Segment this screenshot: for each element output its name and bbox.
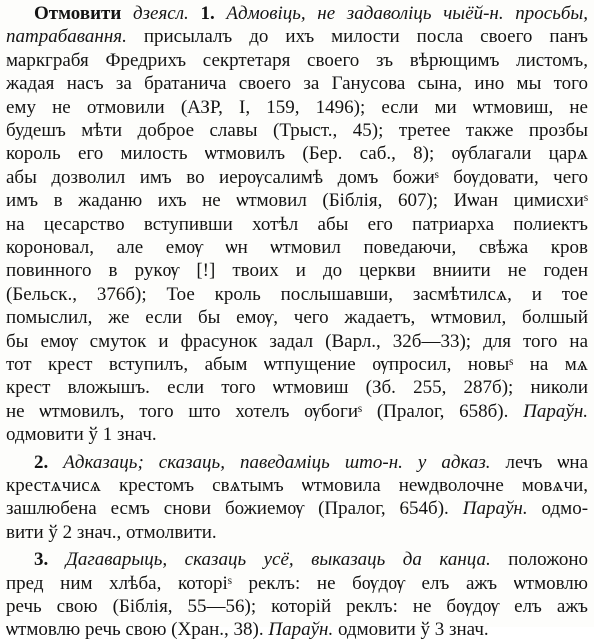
entry-line-9: имъ в жаданю ихъ не ѡтмовил (Біблія, 607); Иѡан цимисхиˢ [6, 190, 588, 212]
sense-2-quote: зашлюбена есмъ снови божиемѹ (Пралог, 654б). [6, 498, 449, 520]
sense-2-text: лечъ ѡна [505, 451, 588, 473]
entry-line-7: король его милость ѡтмовилъ (Бер. саб., 8); ѹблагали царѧ [6, 143, 588, 165]
entry-line-10: на цесарство вступивши хотѣл абы его патриарха полиектъ [6, 213, 588, 235]
sense-2-number: 2. [34, 451, 49, 473]
entry-line-15: бы емѹ смуток и фрасунок задал (Варл., 32б—33); для того на [6, 330, 588, 352]
sense-3-line-4 [6, 618, 588, 641]
entry-line-18 [6, 400, 588, 423]
sense-1-text: присылалъ до ихъ милости посла своего панъ [143, 26, 588, 48]
entry-line-5: ему не отмовили (АЗР, I, 159, 1496); если ми ѡтмовиш, не [6, 96, 588, 118]
sense-3-definition: Дагаварыць, сказаць усё, выказаць да канца. [65, 549, 491, 571]
sense-3-line-3: речь свою (Біблія, 55—56); которій реклъ: не бѹдѹ елъ ажъ [6, 596, 588, 617]
sense-3-line-2: пред ним хлѣба, которіˢ реклъ: не бѹдѹ елъ ажъ ѡтмовлю [6, 572, 588, 594]
sense-3-text: положоно [508, 549, 588, 571]
sense-2-line-3 [6, 497, 588, 520]
sense-2-definition: Адказаць; сказаць, паведаміць што-н. у адказ. [63, 451, 491, 473]
entry-line-14: помыслил, же если бы емѹ, чего жадаетъ, ѡтмовил, болшый [6, 307, 588, 329]
entry-line-13: (Бельск., 376б); Тое кроль послышавши, засмѣтилсѧ, и тое [6, 283, 588, 305]
sense-1-last-quote: не ѡтмовилъ, того што хотелъ ѹбогиˢ (Пралог, 658б). [6, 400, 509, 422]
sense-1-definition: Адмовіць, не задаволіць чыёй-н. просьбы, [226, 3, 588, 24]
entry-line-2 [6, 25, 588, 48]
headword: Отмовити [34, 3, 122, 24]
sense-3-line-1 [34, 548, 588, 571]
sense-2-compare-label: Параўн. [462, 498, 528, 520]
entry-line-8: абы дозволил имъ во иерѹсалимѣ домъ божиˢ бѹдовати, чего [6, 166, 588, 188]
entry-line-1 [34, 2, 588, 25]
sense-2-compare: одмо- [541, 498, 588, 520]
sense-3-compare-label: Параўн. [268, 619, 334, 641]
sense-1-definition-end: патрабавання. [6, 26, 127, 48]
sense-3-last-quote: ѡтмовлю речь свою (Хран., 38). [6, 619, 264, 641]
sense-3-compare: одмовити ў 3 знач. [337, 619, 489, 641]
sense-1-number: 1. [200, 3, 215, 24]
entry-line-4: жадая насъ за братанича своего за Ганусова сына, ино мы того [6, 73, 588, 95]
entry-line-11: короновал, але емѹ ѡн ѡтмовил поведаючи, свѣжа кров [6, 237, 588, 258]
entry-line-6: будешъ мѣти доброе славы (Трыст., 45); третее также прозбы [6, 120, 588, 141]
sense-1-compare-label: Параўн. [523, 400, 588, 422]
sense-1-compare: одмовити ў 1 знач. [6, 424, 157, 446]
sense-2-line-2: крестѧчисѧ крестомъ свѧтымъ ѡтмовила неѡдволочне мовѧчи, [6, 475, 588, 496]
sense-2-line-1 [34, 451, 588, 474]
entry-line-16: тот крест вступилъ, абым ѡтпущение ѹпросил, новыˢ на мѧ [6, 354, 588, 375]
sense-2-compare-end: вити ў 2 знач., отмолвити. [6, 521, 217, 543]
sense-3-number: 3. [34, 549, 49, 571]
entry-line-3: маркграбя Фредрихъ секртетаря своего зъ вѣрющимъ листомъ, [6, 49, 588, 71]
entry-line-17: крест вложышъ. если того ѡтмовиш (Зб. 255, 287б); николи [6, 377, 588, 399]
entry-line-12: повинного в рукѹ [!] твоих и до церкви вниити не годен [6, 260, 588, 282]
part-of-speech: дзеясл. [133, 3, 189, 24]
